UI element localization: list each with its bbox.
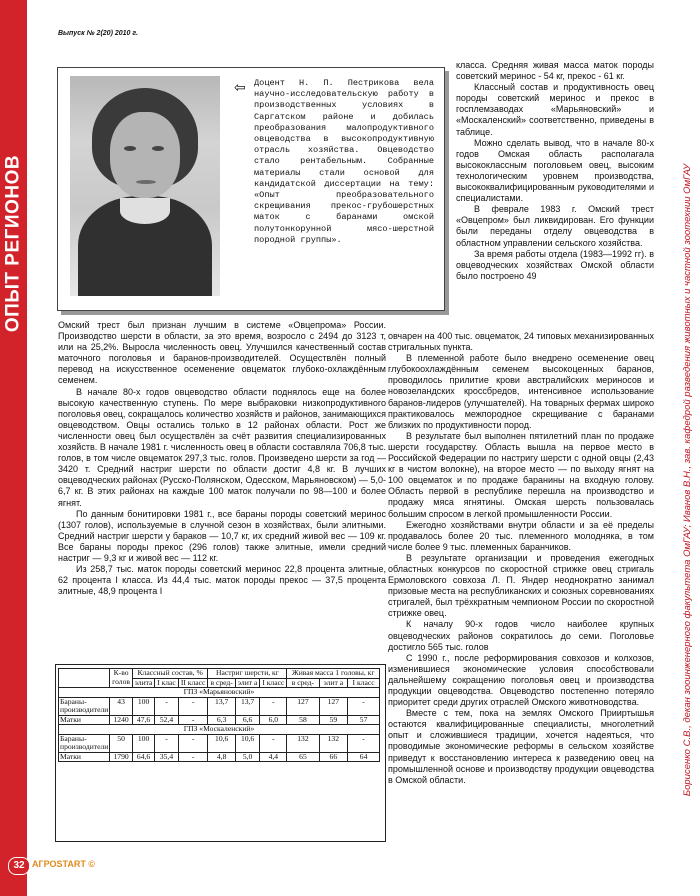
table-row: Матки 1240 47,6 52,4 - 6,3 6,6 6,0 58 59 57 — [59, 715, 380, 725]
paragraph: Можно сделать вывод, что в начале 80-х годов Омская область располагала высококлассным поголовьем овец, высоким технологическим уровнем производства, высококвалифицированным руководителями и специалистами. — [456, 137, 654, 204]
paragraph: класса. Средняя живая масса маток породы советский меринос - 54 кг, прекос - 61 кг. — [456, 60, 654, 82]
table-header-cell: I класс — [260, 678, 287, 688]
right-column-bottom-text — [388, 331, 654, 786]
paragraph: В племенной работе было внедрено осеменение овец глубокоохлаждённым семенем высокоценных баранов, проводилось прилитие крови австралийских мериносов и новозеландских кроссбредов, интенсивное использование баранов-лидеров (улучшателей). На товарных фермах широко практиковалось межпородное скрещивание с баранами близких по продуктивности пород. — [388, 353, 654, 430]
paragraph: За время работы отдела (1983—1992 гг). в овцеводческих хозяйствах Омской области было построено 49 — [456, 248, 654, 281]
paragraph: В результате организации и проведения ежегодных областных конкурсов по скоростной стрижке овец стригаль Ермоловского совхоза Л. П. Яндер неоднократно занимал призовые места на республиканских и союзных соревнованиях стригалей, был трёхкратным чемпионом России по скоростной стрижке овец. — [388, 552, 654, 619]
table-header-cell: элит а — [235, 678, 259, 688]
table-row: Матки 1790 64,6 35,4 - 4,8 5,0 4,4 65 66 64 — [59, 752, 380, 762]
data-table — [58, 668, 380, 762]
pointer-arrow-icon: ⇦ — [234, 79, 246, 95]
farm-name: ГПЗ «Москаленский» — [59, 725, 380, 735]
paragraph: В начале 80-х годов овцеводство области поднялось еще на более высокую качественную ступень. По мере выбраковки низкопродуктивного поголовья овец, сокращалось количество хозяйств и районов, занимающихся овцеводством. Овцы остались только в 12 районах области. Рост же численности овец был осуществлён за счёт развития специализированных хозяйств. В начале 1981 г. численность овец в области составляла 706,8 тыс. голов, в том числе овцематок 297,3 тыс. голов. Произведено шерсти за год — 3420 т. Средний настриг шерсти по области достиг 4,8 кг. В лучших овцеводческих районах (Русско-Полянском, Одесском, Марьяновском) — 5,0- 6,7 кг. В этих районах на каждые 100 маток получали по 98—100 и более ягнят. — [58, 386, 386, 508]
paragraph: В феврале 1983 г. Омский трест «Овцепром» был ликвидирован. Его функции были переданы отделу овцеводства в областном управлении сельского хозяйства. — [456, 204, 654, 248]
page-number: 32 — [8, 857, 30, 875]
table-header-cell: К-во голов — [110, 669, 133, 688]
paragraph: Классный состав и продуктивность овец породы советский меринос и прекос в госплемзаводах «Марьяновский» и «Москаленский» соответственно, приведены в таблице. — [456, 82, 654, 137]
section-title: ОПЫТ РЕГИОНОВ — [2, 154, 24, 333]
paragraph: овчарен на 400 тыс. овцематок, 24 типовых механизированных стригальных пункта. — [388, 331, 654, 353]
section-sidebar — [0, 0, 27, 896]
right-column-top-text — [456, 60, 654, 282]
table-row: Бараны-производители 43 100 - - 13,7 13,7 - 127 127 - — [59, 697, 380, 715]
paragraph: По данным бонитировки 1981 г., все бараны породы советский меринос (1307 голов), используемые в случной сезон в хозяйствах, были элитными. Средний настриг шерсти у бараков — 10,7 кг, их средний живой вес — 109 кг. Все бараны породы прекос (296 голов) также элитные, имели средний настриг — 9,3 кг и живой вес — 112 кг. — [58, 508, 386, 563]
table-header-cell: Классный состав, % — [132, 669, 208, 679]
table-row: Бараны-производители 50 100 - - 10,6 10,6 - 132 132 - — [59, 734, 380, 752]
table-header-cell: Живая масса 1 головы, кг — [287, 669, 380, 679]
table-header-cell: II класс — [178, 678, 208, 688]
left-column-text — [58, 320, 386, 597]
author-credit-text: Борисенко С.В., декан зооинженерного факультета ОмГАУ; Иванов В.Н., зав. кафедрой разведения животных и частной зоотехнии ОмГАУ — [682, 163, 693, 797]
table-header-cell: в сред- — [287, 678, 319, 688]
farm-name: ГПЗ «Марьяновский» — [59, 688, 380, 698]
author-credit — [680, 120, 696, 840]
table-header-cell: I клас — [155, 678, 178, 688]
paragraph: Омский трест был признан лучшим в системе «Овцепрома» России. Производство шерсти в области, за это время, возросло с 2494 до 3123 т, или на 25,2%. Выросла численность овец. Улучшился качественный состав маточного поголовья и баранов-производителей. Осуществлён полный перевод на искусственное осеменение овцематок глубоко-охлаждённым семенем. — [58, 320, 386, 386]
issue-label: Выпуск № 2(20) 2010 г. — [58, 30, 138, 37]
table-header-row — [59, 669, 380, 679]
paragraph: Ежегодно хозяйствами внутри области и за её пределы продавалось более 20 тыс. племенного молодняка, в том числе более 9 тыс. племенных баранчиков. — [388, 519, 654, 552]
paragraph: С 1990 г., после реформирования совхозов и колхозов, изменившиеся экономические условия способствовали дальнейшему сокращению поголовья овец и производства продукции овцеводства. Овцеводство постепенно потеряло приоритет среди других отраслей Омского животноводства. — [388, 652, 654, 708]
paragraph: Из 258,7 тыс. маток породы советский меринос 22,8 процента элитные, 62 процента I класса. Из 44,4 тыс. маток породы прекос — 37,5 процента элитные, 48,9 процента I — [58, 564, 386, 597]
paragraph: В результате был выполнен пятилетний план по продаже шерсти государству. Область вышла на первое место в Российской Федерации по настригу шерсти с одной овцы (2,43 кг в чистом волокне), на второе место — по выходу ягнят на 100 овцематок и по продаже баранины на входную голову. Область первой в республике перешла на производство и продажу мяса ягнятины. Омская шерсть пользовалась большим спросом в легкой промышленности России. — [388, 430, 654, 519]
table-header-cell: I класс — [348, 678, 380, 688]
portrait-caption: Доцент Н. П. Пестрикова вела научно-исследовательскую работу в производственных условиях в Саргатском районе и добилась преобразования малопродуктивного овцеводства в высокопродуктивную отрасль хозяйства. Овцеводство стало рентабельным. Собранные материалы стали основой для кандидатской диссертации на тему: «Опыт преобразовательного скрещивания прекос-грубошерстных маток с баранами омской полутонкорунной мясо-шерстной породной группы». — [254, 78, 434, 245]
table-header-cell: элита — [132, 678, 154, 688]
paragraph: Вместе с тем, пока на землях Омского Прииртышья остаются квалифицированные специалисты, многолетний опыт и сложившиеся традиции, хочется надеяться, что проводимые экономические реформы в сельском хозяйстве приведут к восстановлению интереса к разведению овец на промышленной основе и производству продукции овцеводства в Омской области. — [388, 708, 654, 785]
paragraph: К началу 90-х годов число наиболее крупных овцеводческих районов сократилось до семи. Поголовье достигло 565 тыс. голов — [388, 619, 654, 652]
magazine-logo: АГРОSTART © — [32, 859, 95, 869]
portrait-photo — [70, 76, 220, 296]
table-header-cell: элит а — [319, 678, 348, 688]
table-header-cell: Настриг шерсти, кг — [208, 669, 287, 679]
table-header-cell: в сред- — [208, 678, 235, 688]
portrait-box — [57, 67, 445, 311]
